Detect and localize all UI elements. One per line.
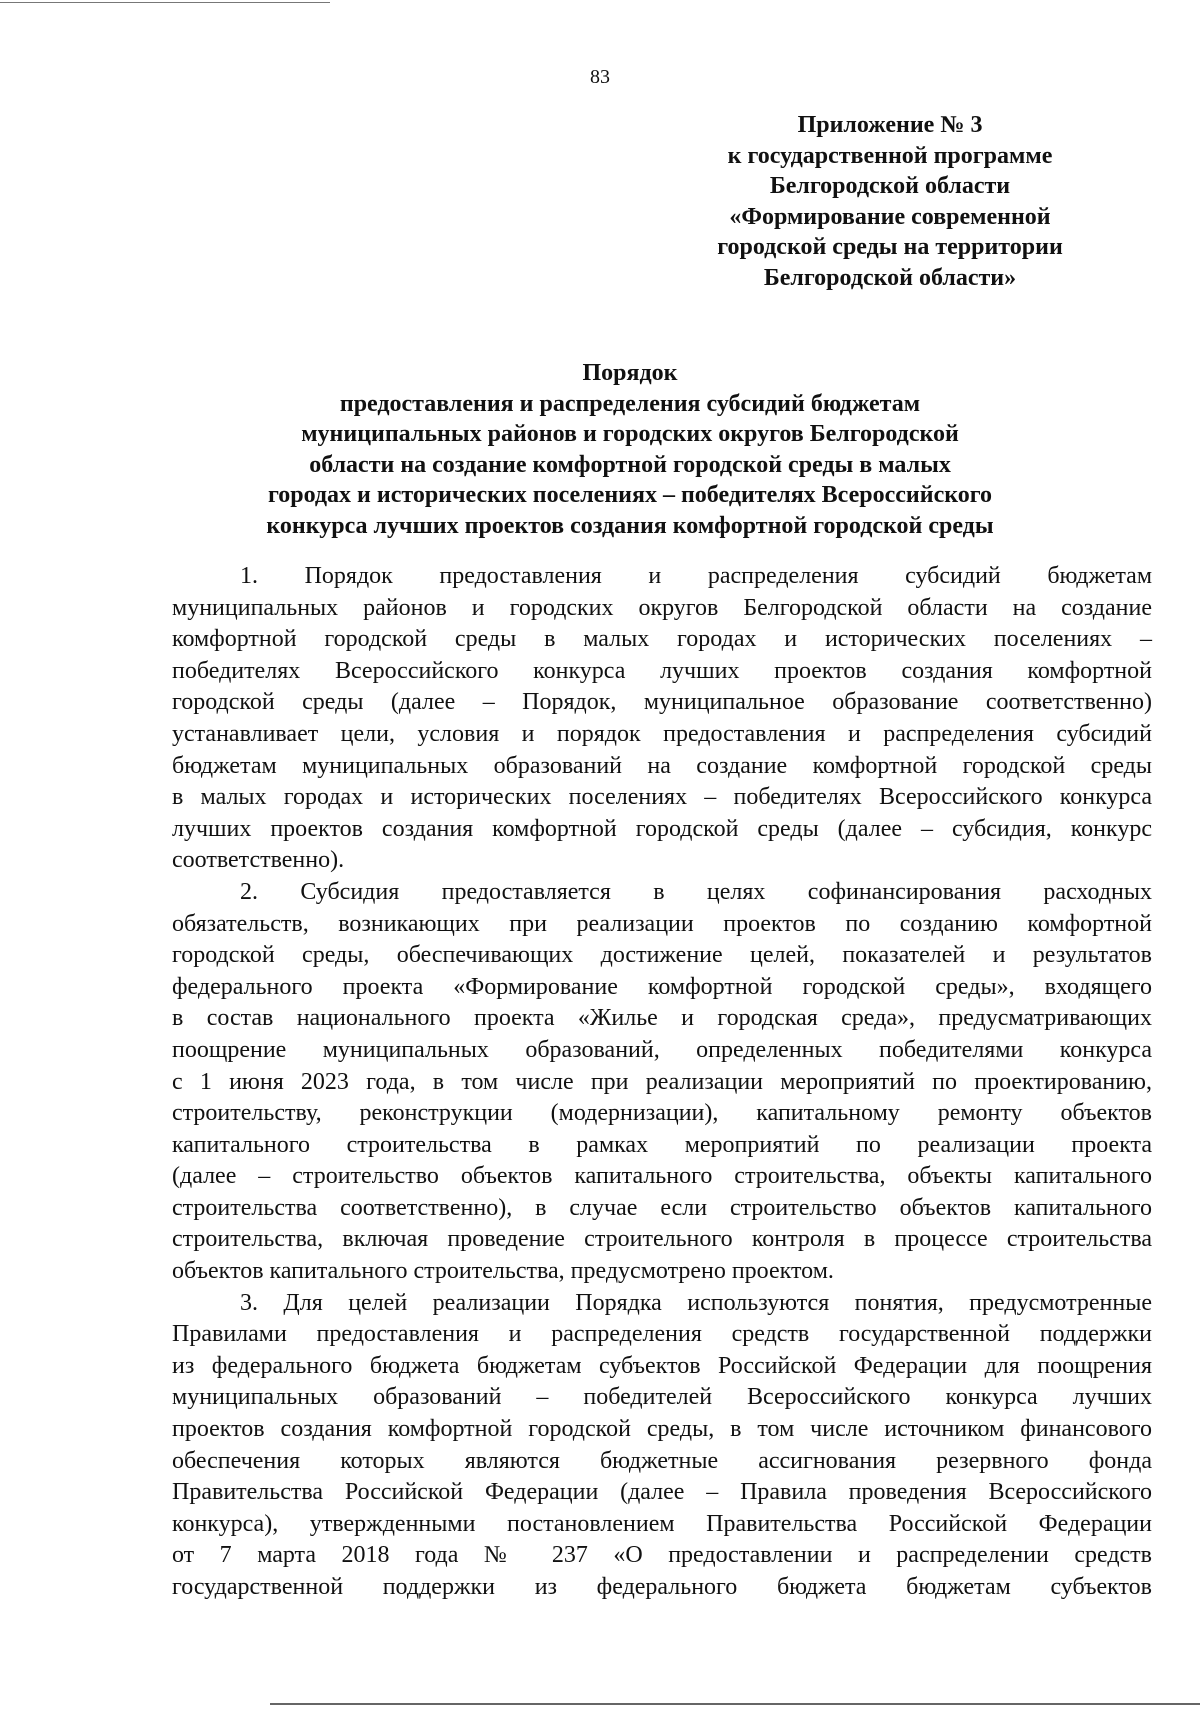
body-line: победителях Всероссийского конкурса лучших проектов создания комфортной — [172, 657, 1152, 684]
body-line: 2. Субсидия предоставляется в целях софинансирования расходных — [240, 878, 1152, 905]
title-line: муниципальных районов и городских округов Белгородской — [301, 421, 959, 447]
body-line: государственной поддержки из федерального бюджета бюджетам субъектов — [172, 1574, 1152, 1600]
body-line: в малых городах и исторических поселениях – победителях Всероссийского конкурса — [172, 784, 1152, 811]
body-line: 3. Для целей реализации Порядка используются понятия, предусмотренные — [240, 1289, 1152, 1316]
appendix-line: Приложение № 3 — [797, 112, 983, 138]
appendix-line: Белгородской области — [769, 173, 1011, 199]
document-body — [172, 561, 1152, 1604]
body-line: муниципальных образований – победителей Всероссийского конкурса лучших — [172, 1384, 1152, 1411]
body-line: городской среды (далее – Порядок, муниципальное образование соответственно) — [172, 689, 1152, 716]
body-line: в состав национального проекта «Жилье и городская среда», предусматривающих — [172, 1005, 1152, 1032]
body-line: строительства соответственно), в случае если строительство объектов капитального — [172, 1194, 1152, 1221]
title-line: конкурса лучших проектов создания комфортной городской среды — [266, 512, 994, 539]
body-line: с 1 июня 2023 года, в том числе при реализации мероприятий по проектированию, — [172, 1068, 1152, 1095]
body-line: комфортной городской среды в малых городах и исторических поселениях – — [172, 626, 1152, 653]
body-line: бюджетам муниципальных образований на создание комфортной городской среды — [172, 752, 1152, 779]
body-line: лучших проектов создания комфортной городской среды (далее – субсидия, конкурс — [172, 815, 1152, 842]
body-line: объектов капитального строительства, предусмотрено проектом. — [172, 1258, 834, 1285]
title-line: предоставления и распределения субсидий бюджетам — [339, 390, 921, 417]
title-line: Порядок — [582, 360, 678, 386]
body-line: строительства, включая проведение строительного контроля в процессе строительства — [172, 1226, 1152, 1253]
document-title — [200, 358, 1060, 541]
body-line: капитального строительства в рамках мероприятий по реализации проекта — [172, 1131, 1152, 1158]
body-line: устанавливает цели, условия и порядок предоставления и распределения субсидий — [172, 720, 1152, 747]
body-line: обязательств, возникающих при реализации проектов по созданию комфортной — [172, 910, 1152, 937]
body-line: (далее – строительство объектов капитального строительства, объекты капитального — [172, 1163, 1152, 1190]
appendix-header — [680, 110, 1100, 293]
appendix-line: к государственной программе — [727, 142, 1053, 169]
body-line: соответственно). — [172, 847, 345, 874]
body-line: обеспечения которых являются бюджетные ассигнования резервного фонда — [172, 1447, 1152, 1474]
body-line: от 7 марта 2018 года № 237 «О предоставлении и распределении средств — [172, 1542, 1152, 1569]
appendix-line: городской среды на территории — [717, 234, 1063, 260]
scan-edge-top — [0, 2, 330, 3]
body-line: строительству, реконструкции (модернизации), капитальному ремонту объектов — [172, 1100, 1152, 1127]
body-line: федерального проекта «Формирование комфортной городской среды», входящего — [172, 973, 1152, 1000]
body-line: Правительства Российской Федерации (далее – Правила проведения Всероссийского — [172, 1479, 1152, 1506]
title-line: городах и исторических поселениях – победителях Всероссийского — [267, 482, 993, 508]
body-line: муниципальных районов и городских округов Белгородской области на создание — [172, 594, 1152, 621]
body-line: Правилами предоставления и распределения средств государственной поддержки — [172, 1321, 1152, 1348]
body-line: городской среды, обеспечивающих достижение целей, показателей и результатов — [172, 942, 1152, 969]
body-line: 1. Порядок предоставления и распределения субсидий бюджетам — [240, 563, 1152, 589]
scan-edge-bottom — [270, 1703, 1200, 1705]
body-line: проектов создания комфортной городской среды, в том числе источником финансового — [172, 1416, 1152, 1443]
body-line: поощрение муниципальных образований, определенных победителями конкурса — [172, 1036, 1152, 1063]
appendix-line: Белгородской области» — [763, 264, 1017, 291]
body-line: конкурса), утвержденными постановлением Правительства Российской Федерации — [172, 1510, 1152, 1537]
title-line: области на создание комфортной городской среды в малых — [309, 451, 951, 478]
body-line: из федерального бюджета бюджетам субъектов Российской Федерации для поощрения — [172, 1352, 1152, 1379]
page-number: 83 — [590, 66, 610, 88]
appendix-line: «Формирование современной — [729, 203, 1051, 230]
